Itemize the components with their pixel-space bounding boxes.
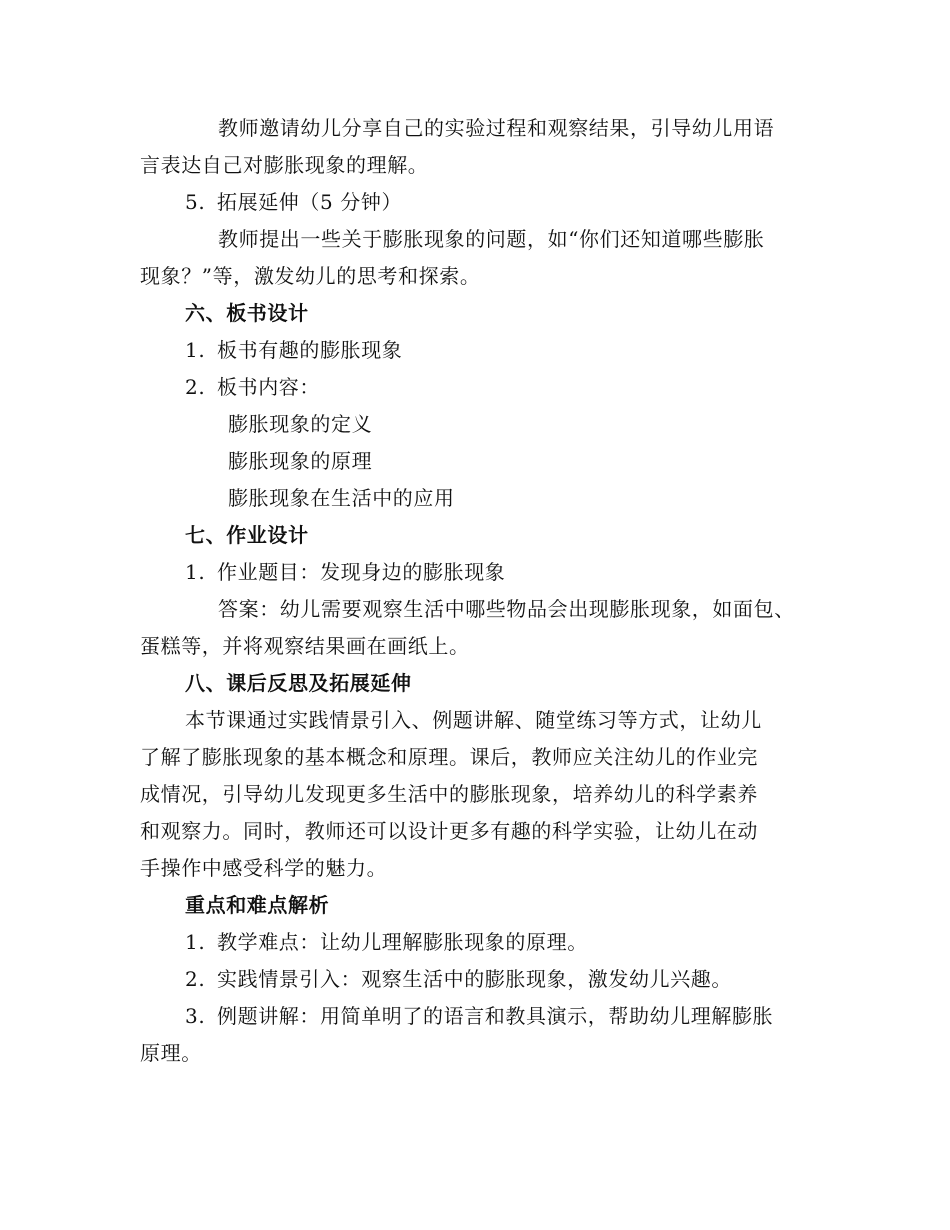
list-number: 5. xyxy=(185,190,206,214)
section-heading: 重点和难点解析 xyxy=(185,893,330,917)
paragraph-line: 和观察力。同时，教师还可以设计更多有趣的科学实验，让幼儿在动 xyxy=(140,819,758,843)
paragraph-line: 成情况，引导幼儿发现更多生活中的膨胀现象，培养幼儿的科学素养 xyxy=(140,782,758,806)
list-text: 作业题目：发现身边的膨胀现象 xyxy=(217,560,506,584)
sub-item: 膨胀现象的定义 xyxy=(228,412,373,436)
list-number: 1. xyxy=(185,930,206,954)
paragraph-line: 教师提出一些关于膨胀现象的问题，如“你们还知道哪些膨胀 xyxy=(218,227,765,251)
list-item xyxy=(185,375,320,399)
paragraph-line: 教师邀请幼儿分享自己的实验过程和观察结果，引导幼儿用语 xyxy=(218,116,775,140)
list-item xyxy=(185,930,588,954)
section-heading: 七、作业设计 xyxy=(185,523,309,547)
paragraph-line: 蛋糕等，并将观察结果画在画纸上。 xyxy=(140,634,470,658)
list-item xyxy=(185,338,402,362)
section-heading: 八、课后反思及拓展延伸 xyxy=(185,671,412,695)
list-number: 1. xyxy=(185,338,206,362)
paragraph-line: 了解了膨胀现象的基本概念和原理。课后，教师应关注幼儿的作业完 xyxy=(140,745,758,769)
list-item xyxy=(185,967,732,991)
list-number: 2. xyxy=(185,375,206,399)
sub-item: 膨胀现象的原理 xyxy=(228,449,373,473)
list-text: 板书有趣的膨胀现象 xyxy=(217,338,403,362)
list-text: 例题讲解：用简单明了的语言和教具演示，帮助幼儿理解膨胀 xyxy=(217,1004,774,1028)
paragraph-line: 答案：幼儿需要观察生活中哪些物品会出现膨胀现象，如面包、 xyxy=(218,597,795,621)
paragraph-line: 现象？”等，激发幼儿的思考和探索。 xyxy=(140,264,481,288)
section-heading: 六、板书设计 xyxy=(185,301,309,325)
list-text: 教学难点：让幼儿理解膨胀现象的原理。 xyxy=(217,930,588,954)
list-text: 实践情景引入：观察生活中的膨胀现象，激发幼儿兴趣。 xyxy=(217,967,732,991)
list-item xyxy=(185,1004,773,1028)
list-item xyxy=(185,190,402,214)
list-text: 拓展延伸（5 分钟） xyxy=(217,190,403,214)
list-text: 板书内容： xyxy=(217,375,320,399)
list-number: 1. xyxy=(185,560,206,584)
paragraph-line: 言表达自己对膨胀现象的理解。 xyxy=(140,153,429,177)
paragraph-line: 本节课通过实践情景引入、例题讲解、随堂练习等方式，让幼儿 xyxy=(185,708,762,732)
paragraph-line: 原理。 xyxy=(140,1041,202,1065)
list-number: 3. xyxy=(185,1004,206,1028)
list-number: 2. xyxy=(185,967,206,991)
paragraph-line: 手操作中感受科学的魅力。 xyxy=(140,856,388,880)
list-item xyxy=(185,560,505,584)
sub-item: 膨胀现象在生活中的应用 xyxy=(228,486,455,510)
